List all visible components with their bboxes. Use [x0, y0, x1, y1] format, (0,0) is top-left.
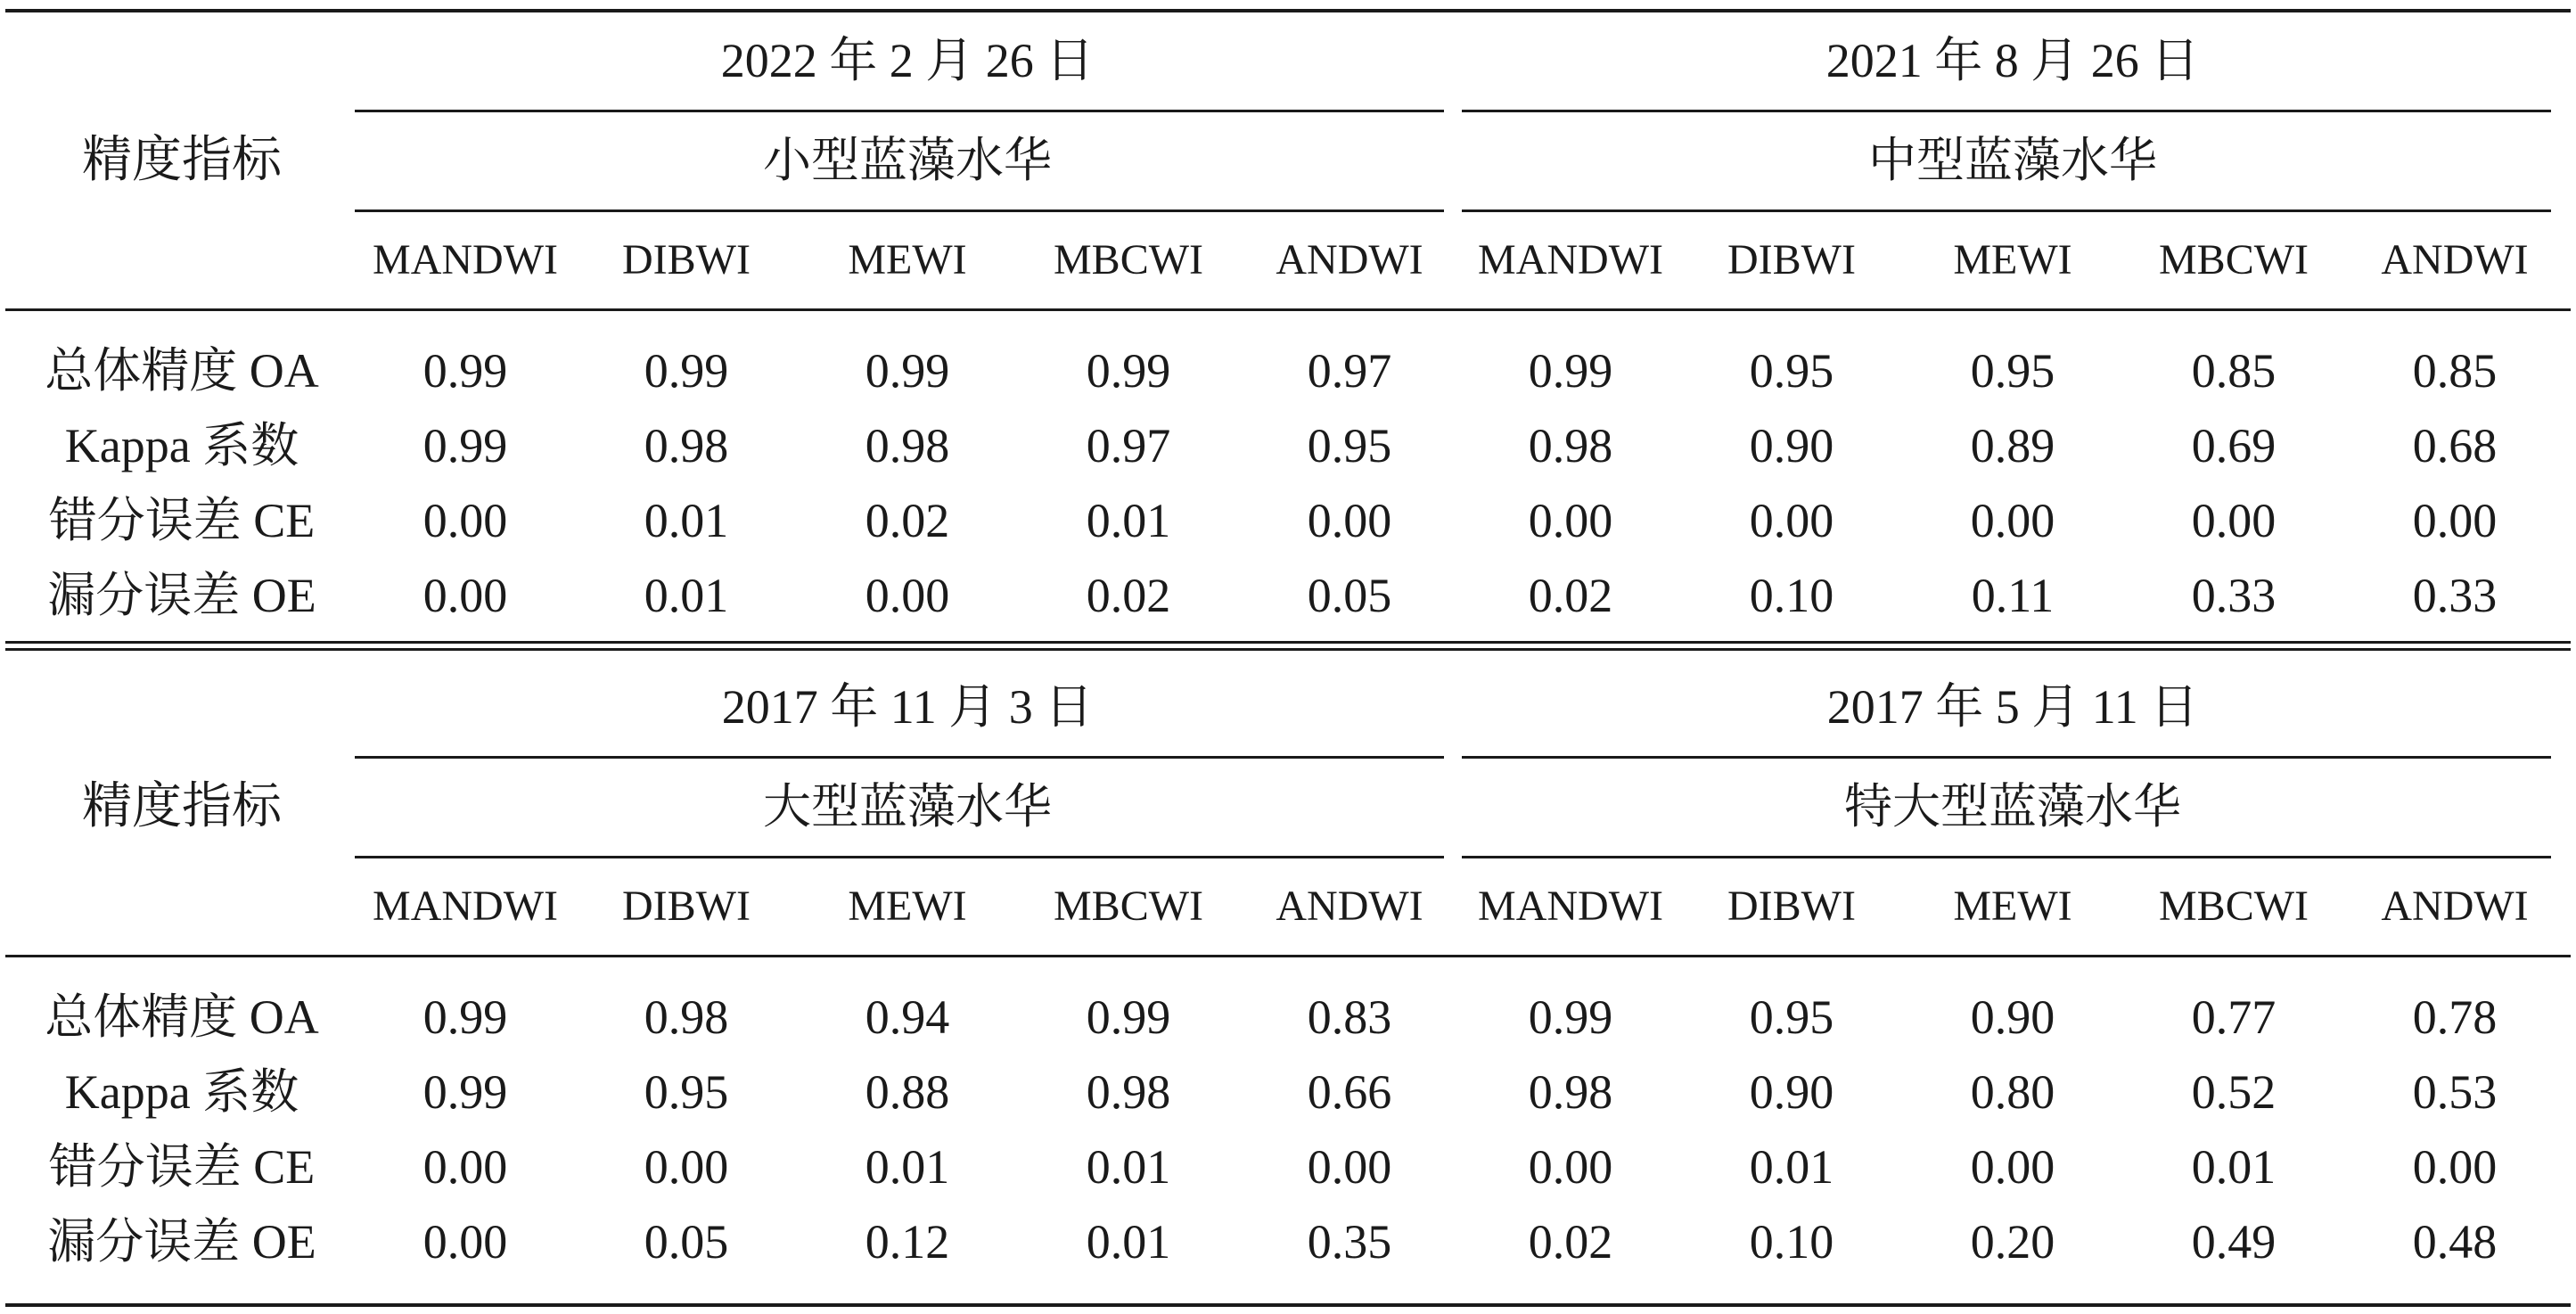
- table-block-2-value-cell: 0.01: [1749, 1140, 1834, 1194]
- table-block-1-value-cell: 0.00: [865, 569, 950, 622]
- table-block-1-value-cell: 0.00: [422, 569, 508, 622]
- table-block-1-index-label: 精度指标: [82, 133, 282, 188]
- table-block-1-date-1: 2022 年 2 月 26 日: [720, 34, 1095, 87]
- table-block-2-value-cell: 0.95: [1749, 990, 1834, 1044]
- table-block-2-value-cell: 0.53: [2412, 1065, 2498, 1119]
- table-block-1-value-cell: 0.01: [644, 569, 729, 622]
- table-block-1-value-cell: 0.02: [1528, 569, 1613, 622]
- table-block-2-row-label: 总体精度 OA: [45, 990, 319, 1044]
- table-block-2-type-rule-left: [355, 856, 1444, 858]
- table-block-1-value-cell: 0.00: [422, 494, 508, 547]
- table-block-2-date-2: 2017 年 5 月 11 日: [1826, 680, 2199, 734]
- table-block-2-value-cell: 0.90: [1970, 990, 2055, 1044]
- table-block-2-separator-rule-upper: [5, 641, 2571, 644]
- table-block-2-value-cell: 0.01: [2191, 1140, 2277, 1194]
- table-block-1-method-header: MANDWI: [373, 236, 558, 283]
- table-block-2-value-cell: 0.00: [1307, 1140, 1392, 1194]
- table-block-1-value-cell: 0.02: [1086, 569, 1171, 622]
- table-block-2-value-cell: 0.98: [1528, 1065, 1613, 1119]
- table-block-1-method-header: ANDWI: [2381, 236, 2529, 283]
- table-block-2-value-cell: 0.99: [1528, 990, 1613, 1044]
- table-block-1-date-rule-right: [1462, 110, 2551, 112]
- table-block-1-bloom-type-1: 小型蓝藻水华: [763, 134, 1052, 187]
- table-block-1-value-cell: 0.00: [1970, 494, 2055, 547]
- table-block-2-date-1: 2017 年 11 月 3 日: [721, 680, 1094, 734]
- table-block-2-value-cell: 0.01: [1086, 1140, 1171, 1194]
- table-block-1-value-cell: 0.98: [644, 419, 729, 472]
- table-block-2-value-cell: 0.12: [865, 1215, 950, 1269]
- table-block-1-value-cell: 0.95: [1307, 419, 1392, 472]
- table-block-1-value-cell: 0.00: [1749, 494, 1834, 547]
- table-block-1-value-cell: 0.01: [1086, 494, 1171, 547]
- table-block-1-method-header: MEWI: [848, 236, 967, 283]
- table-block-1-method-header: ANDWI: [1276, 236, 1423, 283]
- table-block-2-value-cell: 0.48: [2412, 1215, 2498, 1269]
- table-bottom-rule: [5, 1303, 2571, 1307]
- table-block-2-value-cell: 0.20: [1970, 1215, 2055, 1269]
- table-block-2-value-cell: 0.00: [422, 1140, 508, 1194]
- table-block-1-value-cell: 0.99: [422, 344, 508, 398]
- table-block-2-value-cell: 0.80: [1970, 1065, 2055, 1119]
- table-block-2-index-label: 精度指标: [82, 779, 282, 834]
- table-block-1-method-header: DIBWI: [622, 236, 751, 283]
- table-block-2-value-cell: 0.00: [644, 1140, 729, 1194]
- table-block-2-method-header: ANDWI: [1276, 883, 1423, 930]
- table-block-1-value-cell: 0.10: [1749, 569, 1834, 622]
- table-block-2-method-header: MEWI: [848, 883, 967, 930]
- table-block-2-method-header: MBCWI: [1054, 883, 1203, 930]
- table-block-2-value-cell: 0.00: [422, 1215, 508, 1269]
- table-block-1-type-rule-right: [1462, 209, 2551, 212]
- table-block-2-value-cell: 0.01: [1086, 1215, 1171, 1269]
- table-block-2-method-header: DIBWI: [1727, 883, 1856, 930]
- table-block-1-type-rule-left: [355, 209, 1444, 212]
- table-block-1-row-label: 总体精度 OA: [45, 344, 319, 398]
- table-block-1-value-cell: 0.68: [2412, 419, 2498, 472]
- table-block-1-row-label: Kappa 系数: [64, 419, 299, 472]
- table-block-1-value-cell: 0.85: [2412, 344, 2498, 398]
- table-block-1-row-label: 漏分误差 OE: [47, 569, 316, 622]
- table-block-2-value-cell: 0.66: [1307, 1065, 1392, 1119]
- table-block-2-value-cell: 0.00: [2412, 1140, 2498, 1194]
- table-block-1-value-cell: 0.97: [1086, 419, 1171, 472]
- table-block-1-value-cell: 0.89: [1970, 419, 2055, 472]
- table-block-2-bloom-type-2: 特大型蓝藻水华: [1844, 780, 2181, 834]
- table-block-1-value-cell: 0.05: [1307, 569, 1392, 622]
- table-block-1-value-cell: 0.95: [1970, 344, 2055, 398]
- table-block-1-date-2: 2021 年 8 月 26 日: [1825, 34, 2200, 87]
- table-block-2-value-cell: 0.90: [1749, 1065, 1834, 1119]
- table-block-1-value-cell: 0.97: [1307, 344, 1392, 398]
- table-block-2-separator-rule-lower: [5, 648, 2571, 651]
- table-block-1-value-cell: 0.00: [2412, 494, 2498, 547]
- table-block-2-value-cell: 0.99: [422, 990, 508, 1044]
- table-block-2-method-header: MANDWI: [373, 883, 558, 930]
- table-block-2-value-cell: 0.52: [2191, 1065, 2277, 1119]
- table-block-2-method-header: MANDWI: [1478, 883, 1663, 930]
- table-block-2-value-cell: 0.00: [1970, 1140, 2055, 1194]
- table-block-1-header-rule: [5, 308, 2571, 311]
- table-block-2-value-cell: 0.95: [644, 1065, 729, 1119]
- table-block-1-method-header: MANDWI: [1478, 236, 1663, 283]
- table-block-1-value-cell: 0.95: [1749, 344, 1834, 398]
- table-block-2-value-cell: 0.35: [1307, 1215, 1392, 1269]
- table-block-1-value-cell: 0.85: [2191, 344, 2277, 398]
- table-block-1-method-header: MBCWI: [1054, 236, 1203, 283]
- table-block-2-value-cell: 0.99: [1086, 990, 1171, 1044]
- table-block-2-type-rule-right: [1462, 856, 2551, 858]
- table-block-1-value-cell: 0.99: [644, 344, 729, 398]
- table-block-2-date-rule-right: [1462, 756, 2551, 759]
- table-block-1-value-cell: 0.98: [865, 419, 950, 472]
- table-block-2-value-cell: 0.49: [2191, 1215, 2277, 1269]
- table-block-1-date-rule-left: [355, 110, 1444, 112]
- table-block-2-value-cell: 0.00: [1528, 1140, 1613, 1194]
- table-block-2-date-rule-left: [355, 756, 1444, 759]
- table-block-1-method-header: DIBWI: [1727, 236, 1856, 283]
- table-block-2-row-label: Kappa 系数: [64, 1065, 299, 1119]
- table-block-1-value-cell: 0.99: [1086, 344, 1171, 398]
- table-block-1-value-cell: 0.00: [1307, 494, 1392, 547]
- table-block-2-header-rule: [5, 955, 2571, 957]
- table-block-2-row-label: 漏分误差 OE: [47, 1215, 316, 1269]
- table-block-1-top-rule: [5, 9, 2571, 12]
- table-block-2-value-cell: 0.83: [1307, 990, 1392, 1044]
- table-block-1-value-cell: 0.99: [422, 419, 508, 472]
- table-block-2-value-cell: 0.02: [1528, 1215, 1613, 1269]
- table-block-1-value-cell: 0.02: [865, 494, 950, 547]
- table-block-1-value-cell: 0.69: [2191, 419, 2277, 472]
- table-block-2-method-header: MEWI: [1953, 883, 2072, 930]
- table-block-1-value-cell: 0.01: [644, 494, 729, 547]
- table-block-2-row-label: 错分误差 CE: [48, 1140, 316, 1194]
- table-block-1-value-cell: 0.33: [2191, 569, 2277, 622]
- table-block-2-bloom-type-1: 大型蓝藻水华: [763, 780, 1052, 834]
- table-block-2-value-cell: 0.99: [422, 1065, 508, 1119]
- table-block-2-value-cell: 0.98: [644, 990, 729, 1044]
- table-block-1-row-label: 错分误差 CE: [48, 494, 316, 547]
- table-block-1-value-cell: 0.00: [2191, 494, 2277, 547]
- table-block-2-value-cell: 0.10: [1749, 1215, 1834, 1269]
- table-block-2-value-cell: 0.77: [2191, 990, 2277, 1044]
- table-block-1-value-cell: 0.11: [1971, 569, 2055, 622]
- table-block-1-value-cell: 0.99: [1528, 344, 1613, 398]
- table-block-1-method-header: MEWI: [1953, 236, 2072, 283]
- table-block-2-method-header: MBCWI: [2159, 883, 2309, 930]
- table-block-1-value-cell: 0.90: [1749, 419, 1834, 472]
- table-block-2-value-cell: 0.98: [1086, 1065, 1171, 1119]
- table-block-2-value-cell: 0.01: [865, 1140, 950, 1194]
- table-block-2-method-header: ANDWI: [2381, 883, 2529, 930]
- table-block-2-value-cell: 0.94: [865, 990, 950, 1044]
- table-block-2-value-cell: 0.78: [2412, 990, 2498, 1044]
- table-block-1-value-cell: 0.00: [1528, 494, 1613, 547]
- table-block-1-value-cell: 0.33: [2412, 569, 2498, 622]
- table-block-2-method-header: DIBWI: [622, 883, 751, 930]
- table-block-1-bloom-type-2: 中型蓝藻水华: [1868, 134, 2157, 187]
- table-block-2-value-cell: 0.88: [865, 1065, 950, 1119]
- table-block-1-value-cell: 0.99: [865, 344, 950, 398]
- table-block-1-method-header: MBCWI: [2159, 236, 2309, 283]
- table-block-2-value-cell: 0.05: [644, 1215, 729, 1269]
- table-block-1-value-cell: 0.98: [1528, 419, 1613, 472]
